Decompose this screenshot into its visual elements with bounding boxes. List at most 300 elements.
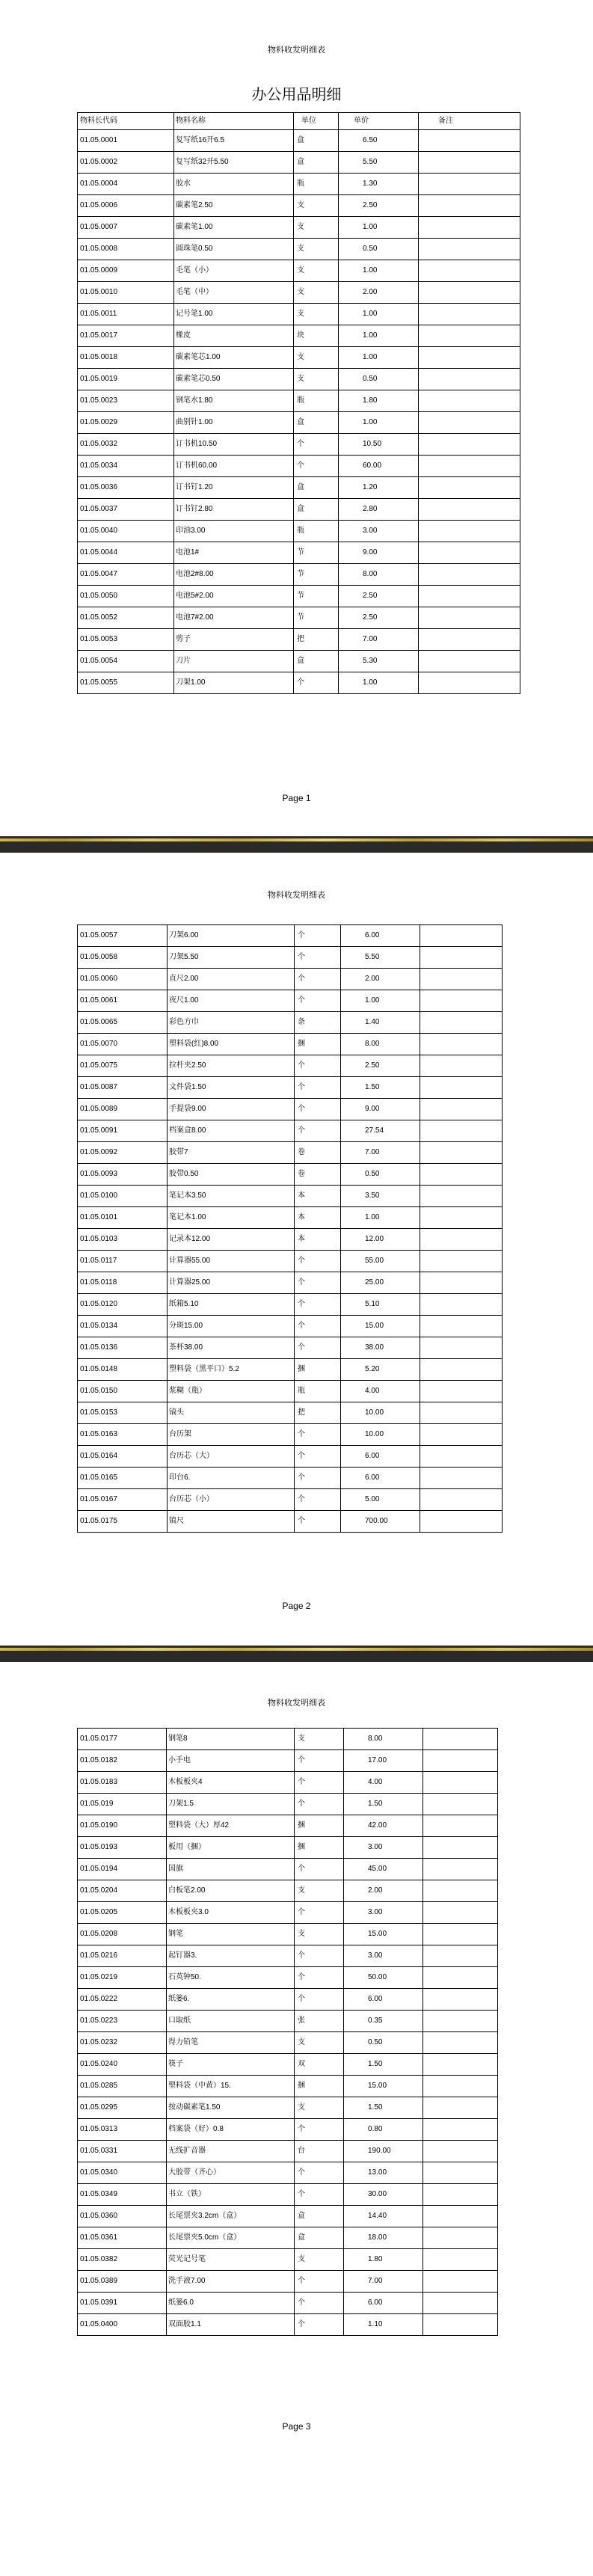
cell-unit: 盒	[294, 477, 339, 499]
table-row	[78, 2314, 498, 2336]
cell-note	[423, 2097, 498, 2119]
table-row	[78, 1207, 503, 1229]
cell-code: 01.05.0118	[78, 1272, 168, 1294]
cell-code: 01.05.0004	[78, 174, 174, 195]
cell-code: 01.05.0382	[78, 2249, 167, 2271]
cell-name: 碳素笔1.00	[174, 217, 294, 239]
cell-name: 复写纸32开5.50	[174, 152, 294, 174]
cell-unit: 本	[295, 1207, 341, 1229]
cell-price: 9.00	[339, 542, 419, 564]
cell-code: 01.05.0001	[78, 130, 174, 152]
table-row	[78, 2097, 498, 2119]
cell-code: 01.05.0216	[78, 1945, 167, 1967]
cell-name: 订书钉1.20	[174, 477, 294, 499]
cell-name: 按动碳素笔1.50	[167, 2097, 295, 2119]
cell-unit: 支	[295, 2249, 344, 2271]
cell-code: 01.05.0167	[78, 1489, 168, 1511]
cell-name: 刀架5.50	[168, 947, 295, 969]
cell-name: 计算器55.00	[168, 1251, 295, 1272]
cell-code: 01.05.0219	[78, 1967, 167, 1989]
cell-name: 彩色方巾	[168, 1012, 295, 1034]
cell-note	[419, 412, 520, 434]
doc-header: 物料收发明细表	[268, 890, 325, 900]
cell-note	[423, 1945, 498, 1967]
cell-unit: 个	[295, 1055, 341, 1077]
cell-name: 纸箱5.10	[168, 1294, 295, 1316]
table-row	[78, 304, 520, 325]
cell-code: 01.05.0019	[78, 369, 174, 390]
cell-price: 1.20	[339, 477, 419, 499]
cell-note	[423, 1859, 498, 1880]
cell-price: 8.00	[339, 564, 419, 586]
cell-name: 钢笔8	[167, 1729, 295, 1750]
cell-code: 01.05.0340	[78, 2162, 167, 2184]
table-row	[78, 325, 520, 347]
doc-header: 物料收发明细表	[268, 45, 325, 55]
materials-table-page-1	[77, 112, 520, 694]
cell-unit: 把	[295, 1402, 341, 1424]
cell-note	[420, 925, 503, 947]
cell-code: 01.05.0065	[78, 1012, 168, 1034]
cell-code: 01.05.0060	[78, 969, 168, 990]
cell-price: 1.00	[339, 260, 419, 282]
cell-code: 01.05.0011	[78, 304, 174, 325]
cell-name: 圆珠笔0.50	[174, 239, 294, 260]
cell-name: 订书机60.00	[174, 456, 294, 477]
cell-code: 01.05.0134	[78, 1316, 168, 1337]
table-row	[78, 651, 520, 672]
page-separator	[0, 1646, 593, 1662]
cell-price: 55.00	[341, 1251, 420, 1272]
table-row	[78, 1164, 503, 1186]
cell-name: 纸篓6.0	[167, 2293, 295, 2314]
cell-price: 4.00	[344, 1772, 423, 1794]
cell-note	[423, 1924, 498, 1945]
cell-note	[419, 672, 520, 694]
cell-unit: 个	[295, 2293, 344, 2314]
table-row	[78, 434, 520, 456]
cell-code: 01.05.0037	[78, 499, 174, 521]
cell-note	[423, 2141, 498, 2162]
cell-name: 塑料袋（大）厚42	[167, 1815, 295, 1837]
cell-note	[420, 1012, 503, 1034]
cell-unit: 瓶	[294, 390, 339, 412]
cell-note	[420, 969, 503, 990]
cell-name: 笔记本3.50	[168, 1186, 295, 1207]
cell-unit: 捆	[295, 2076, 344, 2097]
table-row	[78, 1772, 498, 1794]
cell-unit: 个	[295, 2271, 344, 2293]
cell-note	[420, 1055, 503, 1077]
table-row	[78, 2141, 498, 2162]
table-row	[78, 542, 520, 564]
table-row	[78, 990, 503, 1012]
cell-name: 档案袋（好）0.8	[167, 2119, 295, 2141]
cell-code: 01.05.0055	[78, 672, 174, 694]
cell-unit: 个	[295, 1945, 344, 1967]
cell-code: 01.05.0007	[78, 217, 174, 239]
page-3	[0, 1662, 593, 2576]
table-row	[78, 2119, 498, 2141]
table-row	[78, 239, 520, 260]
table-row	[78, 1337, 503, 1359]
cell-unit: 盒	[294, 412, 339, 434]
doc-header: 物料收发明细表	[268, 1698, 325, 1708]
cell-unit: 瓶	[295, 1381, 341, 1402]
cell-note	[420, 1251, 503, 1272]
cell-price: 25.00	[341, 1272, 420, 1294]
table-row	[78, 282, 520, 304]
cell-unit: 个	[295, 1316, 341, 1337]
table-row	[78, 2249, 498, 2271]
table-row	[78, 1359, 503, 1381]
table-row	[78, 2032, 498, 2054]
cell-price: 4.00	[341, 1381, 420, 1402]
header-name: 物料名称	[174, 113, 294, 130]
table-row	[78, 925, 503, 947]
cell-unit: 瓶	[294, 521, 339, 542]
cell-price: 50.00	[344, 1967, 423, 1989]
cell-code: 01.05.0120	[78, 1294, 168, 1316]
cell-unit: 捆	[295, 1359, 341, 1381]
cell-note	[420, 1099, 503, 1120]
cell-price: 0.50	[344, 2032, 423, 2054]
cell-note	[420, 1402, 503, 1424]
cell-unit: 个	[295, 1468, 341, 1489]
cell-price: 7.00	[344, 2271, 423, 2293]
cell-unit: 节	[294, 607, 339, 629]
cell-price: 30.00	[344, 2184, 423, 2206]
cell-unit: 个	[295, 1337, 341, 1359]
cell-note	[419, 174, 520, 195]
table-row	[78, 1967, 498, 1989]
cell-code: 01.05.0053	[78, 629, 174, 651]
cell-name: 剪子	[174, 629, 294, 651]
table-body	[78, 130, 520, 694]
table-row	[78, 564, 520, 586]
cell-price: 5.50	[339, 152, 419, 174]
cell-price: 2.00	[339, 282, 419, 304]
cell-name: 无线扩音器	[167, 2141, 295, 2162]
table-row	[78, 1424, 503, 1446]
cell-unit: 个	[295, 1120, 341, 1142]
cell-name: 塑料袋(红)8.00	[168, 1034, 295, 1055]
cell-unit: 支	[294, 369, 339, 390]
cell-code: 01.05.0153	[78, 1402, 168, 1424]
cell-price: 3.50	[341, 1186, 420, 1207]
cell-unit: 本	[295, 1229, 341, 1251]
cell-note	[423, 1750, 498, 1772]
cell-name: 台历芯（大）	[168, 1446, 295, 1468]
table-row	[78, 390, 520, 412]
cell-code: 01.05.0136	[78, 1337, 168, 1359]
table-row	[78, 1099, 503, 1120]
cell-unit: 支	[295, 2097, 344, 2119]
cell-note	[419, 152, 520, 174]
table-row	[78, 369, 520, 390]
cell-note	[423, 1794, 498, 1815]
table-row	[78, 1468, 503, 1489]
cell-note	[420, 1359, 503, 1381]
cell-price: 7.00	[339, 629, 419, 651]
cell-unit: 台	[295, 2141, 344, 2162]
cell-unit: 个	[295, 1294, 341, 1316]
cell-price: 1.00	[341, 990, 420, 1012]
cell-code: 01.05.0093	[78, 1164, 168, 1186]
cell-name: 电池5#2.00	[174, 586, 294, 607]
cell-name: 拉杆夹2.50	[168, 1055, 295, 1077]
cell-name: 长尾票夹5.0cm（盒）	[167, 2227, 295, 2249]
cell-code: 01.05.0193	[78, 1837, 167, 1859]
cell-price: 15.00	[344, 2076, 423, 2097]
cell-unit: 个	[295, 1794, 344, 1815]
materials-table-page-3	[77, 1728, 498, 2336]
table-row	[78, 412, 520, 434]
cell-name: 台历架	[168, 1424, 295, 1446]
cell-unit: 节	[294, 586, 339, 607]
cell-code: 01.05.0295	[78, 2097, 167, 2119]
cell-name: 文件袋1.50	[168, 1077, 295, 1099]
cell-note	[423, 1772, 498, 1794]
cell-note	[419, 347, 520, 369]
cell-note	[419, 477, 520, 499]
cell-code: 01.05.0177	[78, 1729, 167, 1750]
table-row	[78, 2184, 498, 2206]
cell-note	[420, 1142, 503, 1164]
cell-note	[419, 586, 520, 607]
cell-note	[423, 2293, 498, 2314]
cell-name: 木板板夹3.0	[167, 1902, 295, 1924]
cell-note	[419, 607, 520, 629]
cell-name: 胶带0.50	[168, 1164, 295, 1186]
cell-unit: 把	[294, 629, 339, 651]
cell-code: 01.05.0089	[78, 1099, 168, 1120]
cell-note	[423, 2227, 498, 2249]
cell-note	[419, 195, 520, 217]
cell-price: 1.00	[339, 217, 419, 239]
header-price: 单价	[339, 113, 419, 130]
cell-code: 01.05.0008	[78, 239, 174, 260]
cell-unit: 盒	[295, 2227, 344, 2249]
cell-name: 台历芯（小）	[168, 1489, 295, 1511]
cell-unit: 盒	[295, 2206, 344, 2227]
cell-unit: 捆	[295, 1034, 341, 1055]
table-row	[78, 1316, 503, 1337]
cell-name: 洗手液7.00	[167, 2271, 295, 2293]
cell-unit: 瓶	[294, 174, 339, 195]
table-header-row	[78, 113, 520, 130]
cell-name: 刀架6.00	[168, 925, 295, 947]
cell-note	[420, 990, 503, 1012]
cell-unit: 捆	[295, 1815, 344, 1837]
cell-code: 01.05.0391	[78, 2293, 167, 2314]
cell-note	[419, 542, 520, 564]
cell-price: 42.00	[344, 1815, 423, 1837]
cell-unit: 个	[295, 969, 341, 990]
cell-note	[420, 1316, 503, 1337]
cell-name: 荧光记号笔	[167, 2249, 295, 2271]
cell-price: 2.50	[339, 586, 419, 607]
cell-code: 01.05.0194	[78, 1859, 167, 1880]
cell-price: 6.00	[341, 1446, 420, 1468]
cell-unit: 块	[294, 325, 339, 347]
table-row	[78, 152, 520, 174]
table-row	[78, 672, 520, 694]
cell-unit: 盒	[294, 152, 339, 174]
cell-name: 浆糊（瓶）	[168, 1381, 295, 1402]
cell-code: 01.05.0150	[78, 1381, 168, 1402]
table-row	[78, 2206, 498, 2227]
table-row	[78, 1381, 503, 1402]
cell-price: 700.00	[341, 1511, 420, 1533]
cell-code: 01.05.0018	[78, 347, 174, 369]
cell-price: 3.00	[344, 1902, 423, 1924]
table-row	[78, 195, 520, 217]
cell-name: 印油3.00	[174, 521, 294, 542]
cell-note	[423, 2054, 498, 2076]
cell-price: 15.00	[341, 1316, 420, 1337]
cell-price: 13.00	[344, 2162, 423, 2184]
table-row	[78, 1077, 503, 1099]
cell-note	[419, 434, 520, 456]
cell-code: 01.05.0032	[78, 434, 174, 456]
cell-note	[419, 456, 520, 477]
cell-code: 01.05.0061	[78, 990, 168, 1012]
cell-code: 01.05.0175	[78, 1511, 168, 1533]
cell-unit: 个	[295, 1077, 341, 1099]
cell-note	[420, 1077, 503, 1099]
cell-code: 01.05.0208	[78, 1924, 167, 1945]
cell-code: 01.05.0204	[78, 1880, 167, 1902]
table-row	[78, 1750, 498, 1772]
cell-code: 01.05.0331	[78, 2141, 167, 2162]
cell-price: 2.00	[341, 969, 420, 990]
cell-name: 塑料袋（中黄）15.	[167, 2076, 295, 2097]
cell-price: 6.00	[344, 1989, 423, 2011]
table-row	[78, 499, 520, 521]
cell-note	[419, 260, 520, 282]
cell-note	[423, 2076, 498, 2097]
cell-unit: 支	[295, 1729, 344, 1750]
cell-price: 2.50	[339, 607, 419, 629]
cell-unit: 个	[295, 2314, 344, 2336]
cell-unit: 支	[295, 1880, 344, 1902]
table-row	[78, 1511, 503, 1533]
cell-unit: 个	[295, 947, 341, 969]
cell-price: 10.00	[341, 1424, 420, 1446]
table-row	[78, 969, 503, 990]
cell-note	[420, 1468, 503, 1489]
cell-note	[420, 1034, 503, 1055]
cell-unit: 个	[295, 1272, 341, 1294]
cell-unit: 支	[294, 304, 339, 325]
cell-unit: 个	[295, 1251, 341, 1272]
table-row	[78, 174, 520, 195]
cell-note	[423, 1967, 498, 1989]
cell-price: 15.00	[344, 1924, 423, 1945]
cell-name: 档案盒8.00	[168, 1120, 295, 1142]
cell-note	[420, 1381, 503, 1402]
cell-unit: 节	[294, 542, 339, 564]
cell-price: 5.00	[341, 1489, 420, 1511]
cell-unit: 支	[295, 2032, 344, 2054]
header-unit: 单位	[294, 113, 339, 130]
table-row	[78, 1729, 498, 1750]
cell-unit: 条	[295, 1012, 341, 1034]
cell-code: 01.05.0183	[78, 1772, 167, 1794]
cell-code: 01.05.0023	[78, 390, 174, 412]
cell-code: 01.05.0101	[78, 1207, 168, 1229]
cell-name: 筷子	[167, 2054, 295, 2076]
cell-note	[423, 2119, 498, 2141]
cell-note	[420, 1120, 503, 1142]
cell-price: 9.00	[341, 1099, 420, 1120]
cell-unit: 双	[295, 2054, 344, 2076]
cell-code: 01.05.0034	[78, 456, 174, 477]
cell-unit: 个	[295, 1446, 341, 1468]
cell-name: 直尺2.00	[168, 969, 295, 990]
cell-price: 6.00	[341, 925, 420, 947]
cell-code: 01.05.0240	[78, 2054, 167, 2076]
cell-name: 胶水	[174, 174, 294, 195]
cell-note	[419, 369, 520, 390]
cell-name: 计算器25.00	[168, 1272, 295, 1294]
table-row	[78, 2227, 498, 2249]
cell-note	[423, 2314, 498, 2336]
cell-code: 01.05.0117	[78, 1251, 168, 1272]
cell-unit: 个	[295, 1859, 344, 1880]
cell-price: 10.00	[341, 1402, 420, 1424]
cell-unit: 个	[295, 925, 341, 947]
cell-name: 电池7#2.00	[174, 607, 294, 629]
cell-note	[420, 1207, 503, 1229]
table-row	[78, 1902, 498, 1924]
table-row	[78, 1251, 503, 1272]
cell-name: 电池2#8.00	[174, 564, 294, 586]
cell-code: 01.05.0075	[78, 1055, 168, 1077]
cell-note	[423, 2271, 498, 2293]
cell-name: 电池1#	[174, 542, 294, 564]
cell-code: 01.05.0349	[78, 2184, 167, 2206]
header-note: 备注	[419, 113, 520, 130]
table-row	[78, 586, 520, 607]
cell-unit: 盒	[294, 499, 339, 521]
table-row	[78, 2011, 498, 2032]
cell-price: 1.40	[341, 1012, 420, 1034]
cell-code: 01.05.0190	[78, 1815, 167, 1837]
cell-note	[423, 2011, 498, 2032]
cell-price: 60.00	[339, 456, 419, 477]
table-row	[78, 1489, 503, 1511]
cell-code: 01.05.0100	[78, 1186, 168, 1207]
cell-code: 01.05.0010	[78, 282, 174, 304]
cell-note	[423, 2032, 498, 2054]
table-row	[78, 1120, 503, 1142]
cell-name: 口取纸	[167, 2011, 295, 2032]
table-row	[78, 347, 520, 369]
table-row	[78, 2293, 498, 2314]
page-separator	[0, 836, 593, 853]
table-row	[78, 1945, 498, 1967]
cell-name: 书立（铁）	[167, 2184, 295, 2206]
cell-unit: 个	[295, 990, 341, 1012]
cell-note	[419, 499, 520, 521]
cell-code: 01.05.0058	[78, 947, 168, 969]
cell-note	[419, 304, 520, 325]
cell-price: 0.80	[344, 2119, 423, 2141]
cell-code: 01.05.0361	[78, 2227, 167, 2249]
cell-unit: 个	[295, 1099, 341, 1120]
